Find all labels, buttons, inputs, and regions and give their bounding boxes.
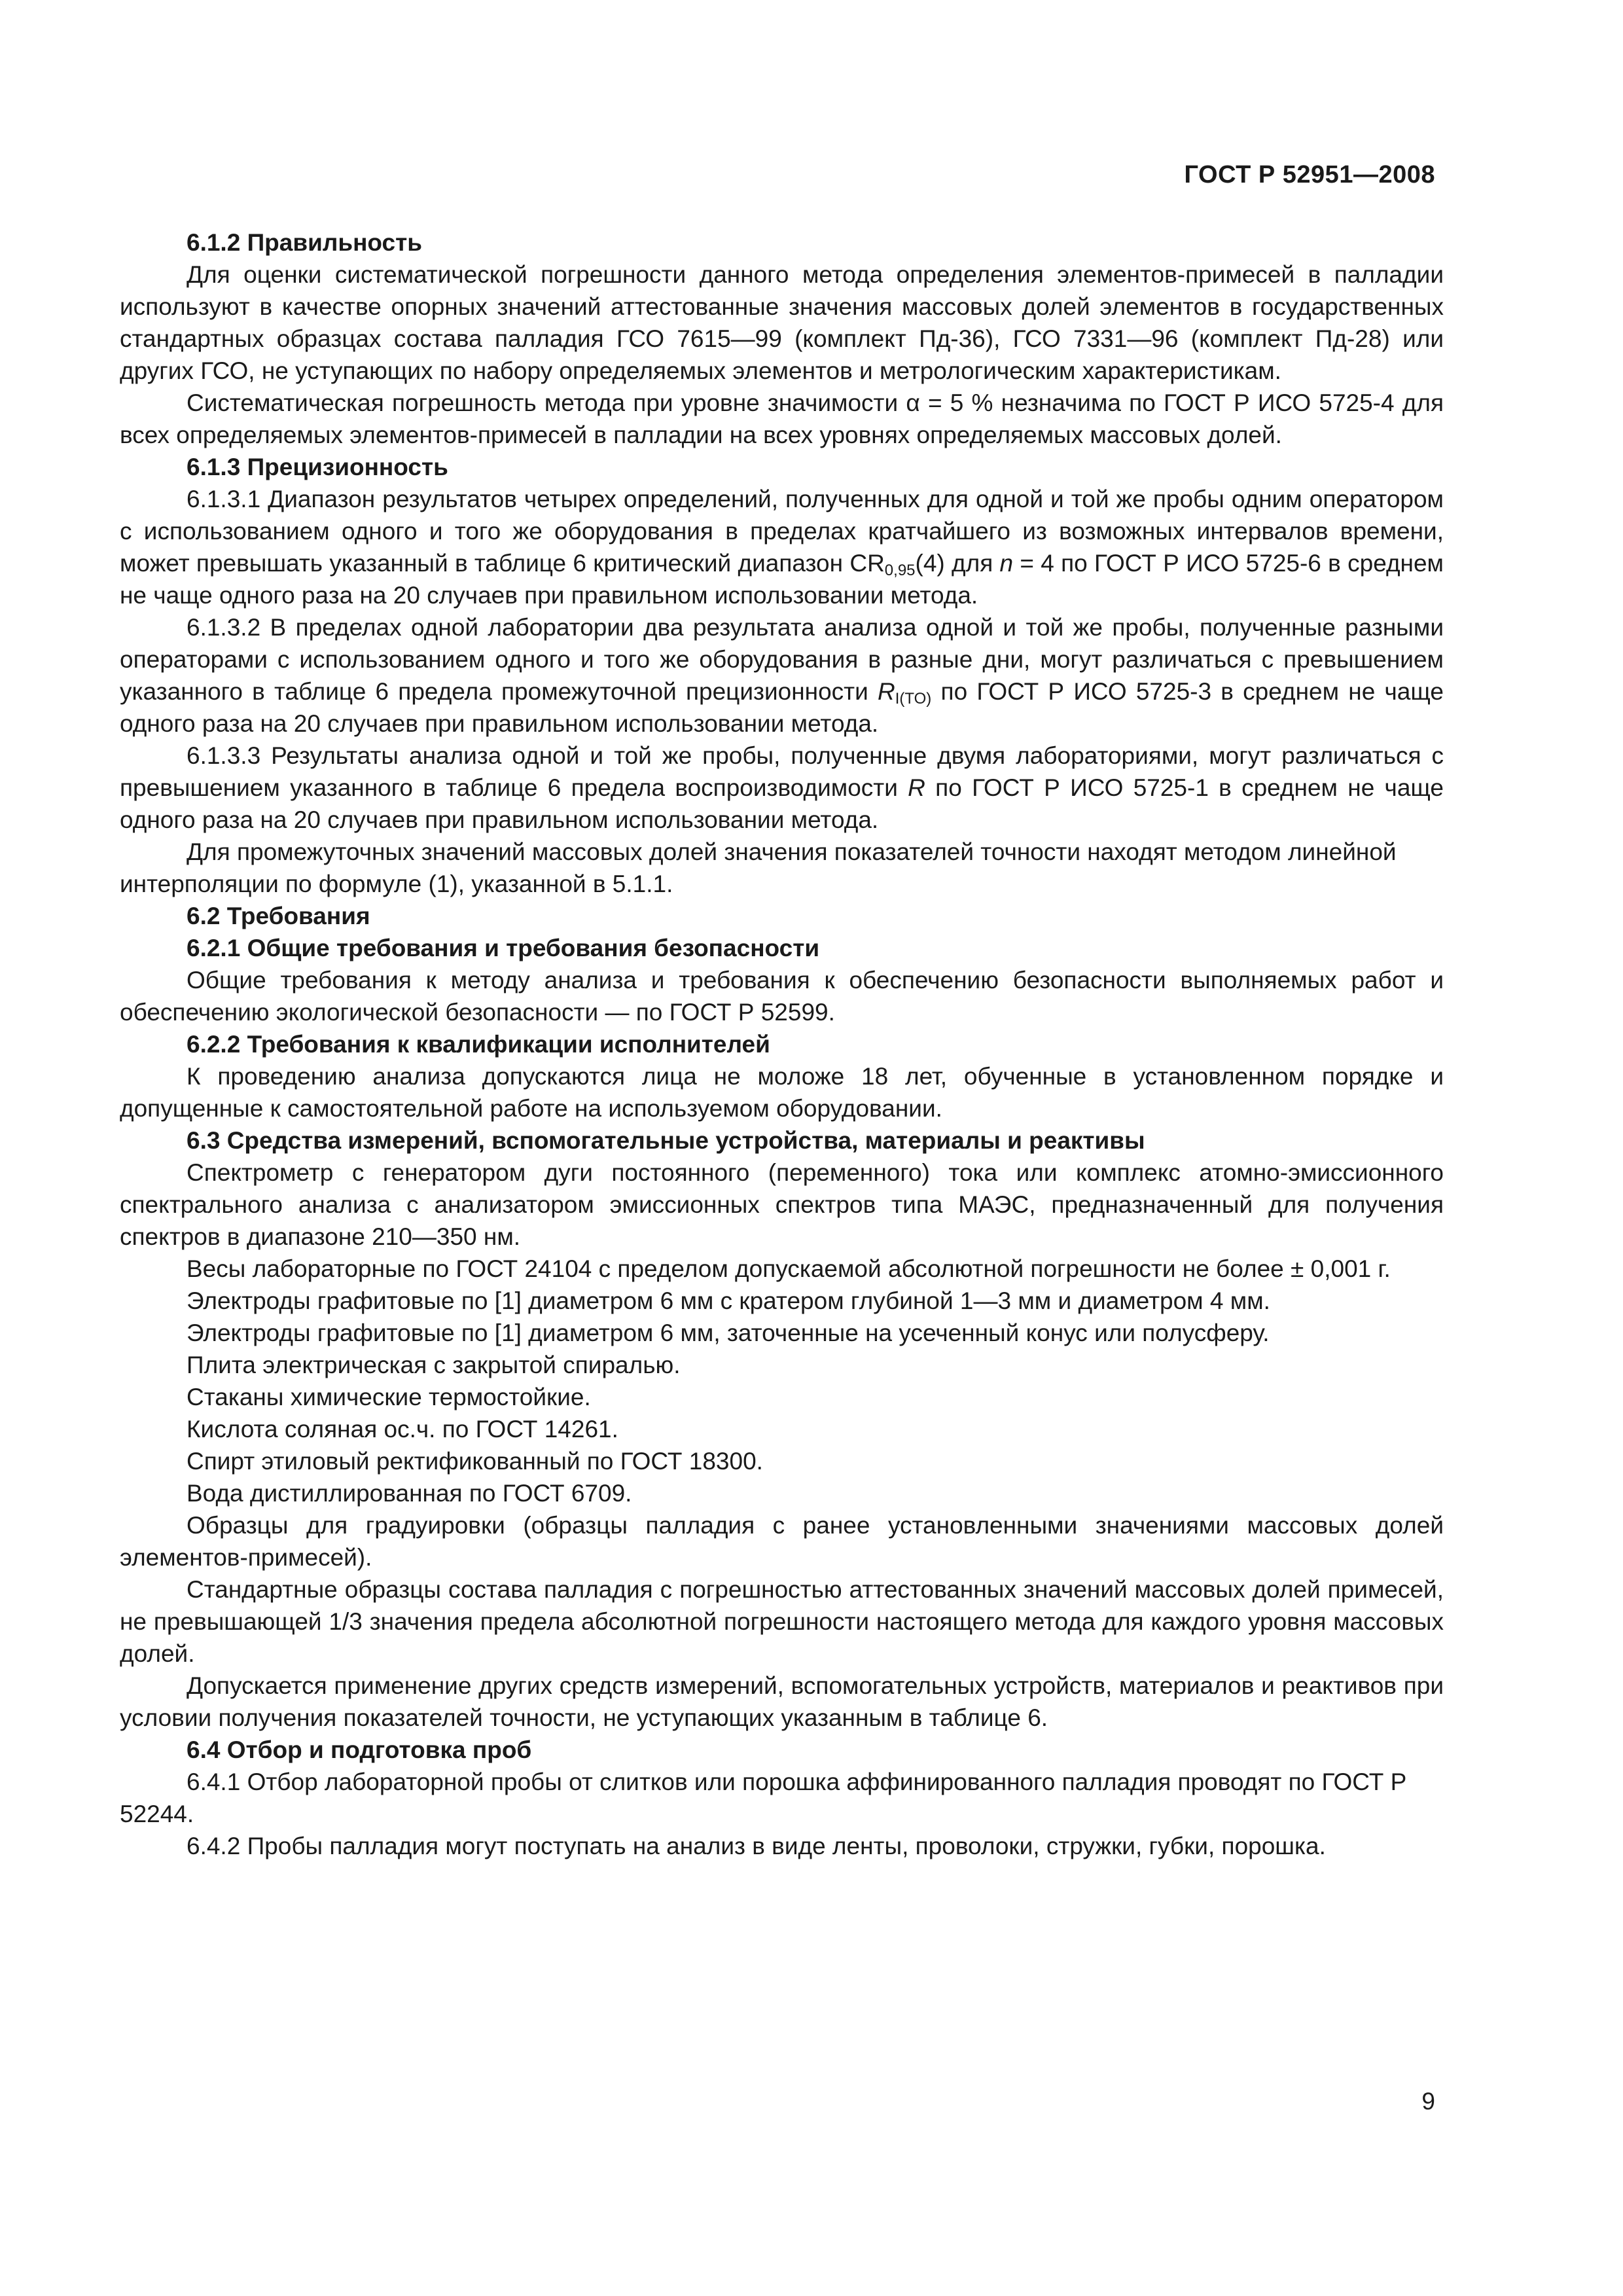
paragraph: Общие требования к методу анализа и требования к обеспечению безопасности выполняемых работ и обеспечению экологической безопасности — по ГОСТ Р 52599. bbox=[120, 967, 1444, 1026]
list-item: Стандартные образцы состава палладия с погрешностью аттестованных значений массовых долей примесей, не превышающей 1/3 значения предела абсолютной погрешности настоящего метода для каждого уровня массовых долей. bbox=[120, 1576, 1444, 1667]
page-number: 9 bbox=[1421, 2088, 1435, 2115]
paragraph-6-1-3-1: 6.1.3.1 Диапазон результатов четырех определений, полученных для одной и той же пробы одним оператором с использованием одного и того же оборудования в пределах кратчайшего из возможных интервалов времени, может превышать указанный в таблице 6 критический диапазон $CR_{0,95}(4)$ для n = 4 по ГОСТ Р ИСО 5725-6 в среднем не чаще одного раза на 20 случаев при правильном использовании метода. bbox=[120, 486, 1444, 609]
list-item: Плита электрическая с закрытой спиралью. bbox=[187, 1352, 681, 1378]
list-item: Электроды графитовые по [1] диаметром 6 мм, заточенные на усеченный конус или полусферу. bbox=[187, 1319, 1270, 1346]
list-item: Образцы для градуировки (образцы палладия с ранее установленными значениями массовых долей элементов-примесей). bbox=[120, 1512, 1444, 1571]
list-item: Кислота соляная ос.ч. по ГОСТ 14261. bbox=[187, 1416, 618, 1443]
section-heading-6-1-2: 6.1.2 Правильность bbox=[187, 229, 422, 256]
paragraph-6-4-2: 6.4.2 Пробы палладия могут поступать на анализ в виде ленты, проволоки, стружки, губки, порошка. bbox=[187, 1833, 1326, 1859]
section-heading-6-2-2: 6.2.2 Требования к квалификации исполнителей bbox=[187, 1031, 770, 1058]
section-heading-6-3: 6.3 Средства измерений, вспомогательные устройства, материалы и реактивы bbox=[187, 1127, 1145, 1154]
section-heading-6-2: 6.2 Требования bbox=[187, 903, 370, 929]
paragraph: Систематическая погрешность метода при уровне значимости α = 5 % незначима по ГОСТ Р ИСО 5725-4 для всех определяемых элементов-примесей в палладии на всех уровнях определяемых массовых долей. bbox=[120, 389, 1444, 448]
list-item: Допускается применение других средств измерений, вспомогательных устройств, материалов и реактивов при условии получения показателей точности, не уступающих указанным в таблице 6. bbox=[120, 1672, 1444, 1731]
paragraph: Для оценки систематической погрешности данного метода определения элементов-примесей в палладии используют в качестве опорных значений аттестованные значения массовых долей элементов в государственных стандартных образцах состава палладия ГСО 7615—99 (комплект Пд-36), ГСО 7331—96 (комплект Пд-28) или других ГСО, не уступающих по набору определяемых элементов и метрологическим характеристикам. bbox=[120, 261, 1444, 384]
document-code-header: ГОСТ Р 52951—2008 bbox=[1184, 161, 1435, 188]
section-heading-6-2-1: 6.2.1 Общие требования и требования безопасности bbox=[187, 935, 820, 961]
list-item: Стаканы химические термостойкие. bbox=[187, 1384, 591, 1410]
list-item: Весы лабораторные по ГОСТ 24104 с пределом допускаемой абсолютной погрешности не более ± 0,001 г. bbox=[187, 1255, 1391, 1282]
list-item: Электроды графитовые по [1] диаметром 6 мм с кратером глубиной 1—3 мм и диаметром 4 мм. bbox=[187, 1287, 1270, 1314]
list-item: Вода дистиллированная по ГОСТ 6709. bbox=[187, 1480, 632, 1507]
list-item: Спирт этиловый ректификованный по ГОСТ 18300. bbox=[187, 1448, 763, 1475]
section-heading-6-4: 6.4 Отбор и подготовка проб bbox=[187, 1736, 532, 1763]
paragraph: Для промежуточных значений массовых долей значения показателей точности находят методом линейной интерполяции по формуле (1), указанной в 5.1.1. bbox=[120, 838, 1397, 897]
section-heading-6-1-3: 6.1.3 Прецизионность bbox=[187, 454, 448, 480]
paragraph-6-4-1: 6.4.1 Отбор лабораторной пробы от слитков или порошка аффинированного палладия проводят по ГОСТ Р 52244. bbox=[120, 1768, 1407, 1827]
list-item: Спектрометр с генератором дуги постоянного (переменного) тока или комплекс атомно-эмиссионного спектрального анализа с анализатором эмиссионных спектров типа МАЭС, предназначенный для получения спектров в диапазоне 210—350 нм. bbox=[120, 1159, 1444, 1250]
paragraph-6-1-3-3: 6.1.3.3 Результаты анализа одной и той же пробы, полученные двумя лабораториями, могут различаться с превышением указанного в таблице 6 предела воспроизводимости R по ГОСТ Р ИСО 5725-1 в среднем не чаще одного раза на 20 случаев при правильном использовании метода. bbox=[120, 742, 1444, 833]
page-body bbox=[120, 226, 1444, 1862]
paragraph-6-1-3-2: 6.1.3.2 В пределах одной лаборатории два результата анализа одной и той же пробы, полученные разными операторами с использованием одного и того же оборудования в разные дни, могут различаться с превышением указанного в таблице 6 предела промежуточной прецизионности $R_{I(TO)}$ по ГОСТ Р ИСО 5725-3 в среднем не чаще одного раза на 20 случаев при правильном использовании метода. bbox=[120, 614, 1444, 737]
paragraph: К проведению анализа допускаются лица не моложе 18 лет, обученные в установленном порядке и допущенные к самостоятельной работе на используемом оборудовании. bbox=[120, 1063, 1444, 1122]
